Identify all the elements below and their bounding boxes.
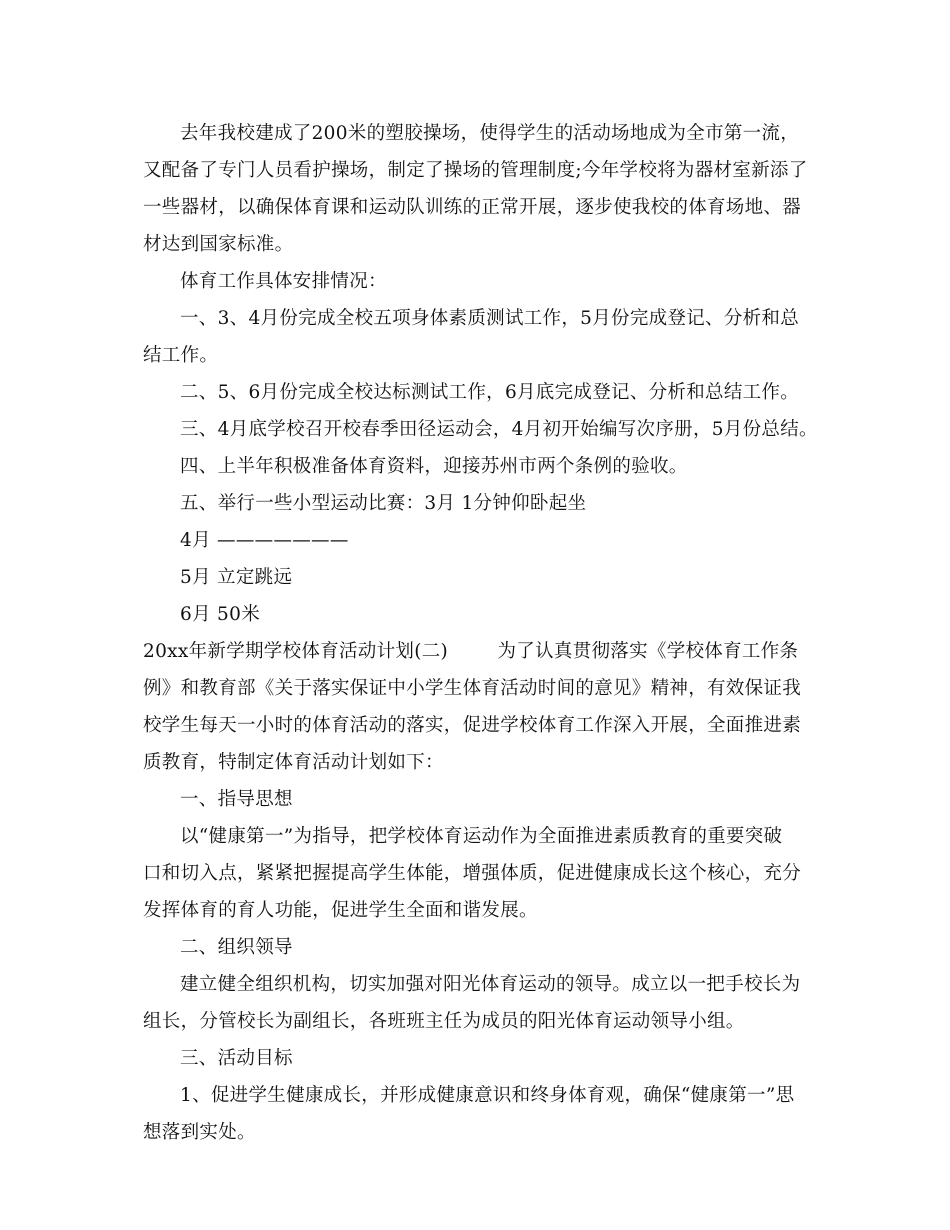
paragraph-line: 去年我校建成了200米的塑胶操场，使得学生的活动场地成为全市第一流， — [180, 123, 800, 144]
paragraph-line: 一、3、4月份完成全校五项身体素质测试工作，5月份完成登记、分析和总 — [180, 308, 800, 329]
paragraph-line: 发挥体育的育人功能，促进学生全面和谐发展。 — [143, 900, 538, 921]
section-heading: 体育工作具体安排情况： — [180, 271, 387, 292]
paragraph-line: 校学生每天一小时的体育活动的落实，促进学校体育工作深入开展，全面推进素 — [143, 715, 802, 736]
paragraph-line: 质教育，特制定体育活动计划如下： — [143, 752, 444, 773]
section-heading: 一、指导思想 — [180, 789, 293, 810]
paragraph-line: 又配备了专门人员看护操场，制定了操场的管理制度;今年学校将为器材室新添了 — [143, 160, 808, 181]
schedule-line: 6月 50米 — [180, 604, 260, 625]
paragraph-line: 一些器材，以确保体育课和运动队训练的正常开展，逐步使我校的体育场地、器 — [143, 197, 802, 218]
paragraph-line: 口和切入点，紧紧把握提高学生体能，增强体质，促进健康成长这个核心，充分 — [143, 863, 802, 884]
document-title-line: 20xx年新学期学校体育活动计划(二) 为了认真贯彻落实《学校体育工作条 — [143, 641, 799, 662]
paragraph-line: 五、举行一些小型运动比赛：3月 1分钟仰卧起坐 — [180, 493, 587, 514]
paragraph-line: 例》和教育部《关于落实保证中小学生体育活动时间的意见》精神，有效保证我 — [143, 678, 802, 699]
paragraph-line: 以“健康第一”为指导，把学校体育运动作为全面推进素质教育的重要突破 — [180, 826, 783, 847]
section-heading: 二、组织领导 — [180, 937, 293, 958]
paragraph-line: 二、5、6月份完成全校达标测试工作，6月底完成登记、分析和总结工作。 — [180, 382, 800, 403]
paragraph-line: 结工作。 — [143, 345, 219, 366]
paragraph-line: 材达到国家标准。 — [143, 234, 294, 255]
paragraph-line: 四、上半年积极准备体育资料，迎接苏州市两个条例的验收。 — [180, 456, 688, 477]
schedule-line: 5月 立定跳远 — [180, 567, 293, 588]
paragraph-line: 三、4月底学校召开校春季田径运动会，4月初开始编写次序册，5月份总结。 — [180, 419, 818, 440]
section-heading: 三、活动目标 — [180, 1048, 293, 1069]
paragraph-line: 组长，分管校长为副组长，各班班主任为成员的阳光体育运动领导小组。 — [143, 1011, 745, 1032]
paragraph-line: 建立健全组织机构，切实加强对阳光体育运动的领导。成立以一把手校长为 — [180, 974, 801, 995]
paragraph-line: 想落到实处。 — [143, 1122, 256, 1143]
paragraph-line: 1、促进学生健康成长，并形成健康意识和终身体育观，确保“健康第一”思 — [180, 1085, 795, 1106]
schedule-line: 4月 ——————— — [180, 530, 349, 551]
